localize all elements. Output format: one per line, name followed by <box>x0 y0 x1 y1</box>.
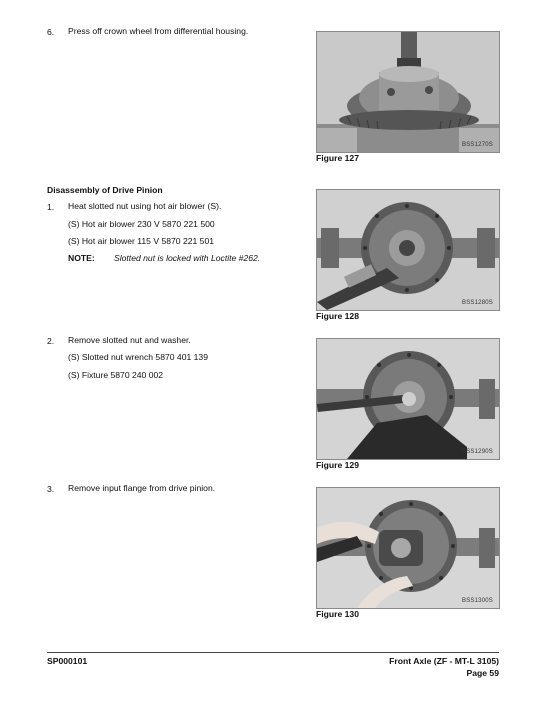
crown-wheel-press-image <box>317 32 499 152</box>
footer-page-number: Page 59 <box>466 668 499 678</box>
axle-housing-heating-image <box>317 190 499 310</box>
step-2-tool-fixture: (S) Fixture 5870 240 002 <box>68 370 164 380</box>
step-3-text: Remove input flange from drive pinion. <box>68 483 216 493</box>
figure-127-photo <box>316 31 500 153</box>
step-1-text: Heat slotted nut using hot air blower (S). <box>68 201 222 211</box>
step-2-number: 2. <box>47 336 55 346</box>
step-1-tool-230v: (S) Hot air blower 230 V 5870 221 500 <box>68 219 215 229</box>
step-6-number: 6. <box>47 27 55 37</box>
slotted-nut-removal-image <box>317 339 499 459</box>
figure-130-caption: Figure 130 <box>316 609 359 619</box>
figure-129-photo <box>316 338 500 460</box>
figure-130-photo <box>316 487 500 609</box>
figure-129-code: BSS1290S <box>462 449 493 455</box>
figure-129-caption: Figure 129 <box>316 460 359 470</box>
footer-rule <box>47 652 499 653</box>
note-text: Slotted nut is locked with Loctite #262. <box>114 253 261 263</box>
step-3-number: 3. <box>47 484 55 494</box>
step-2-text: Remove slotted nut and washer. <box>68 335 191 345</box>
figure-127-code: BSS1270S <box>462 142 493 148</box>
footer-title: Front Axle (ZF - MT-L 3105) <box>389 656 499 666</box>
step-2-tool-wrench: (S) Slotted nut wrench 5870 401 139 <box>68 352 208 362</box>
section-title: Disassembly of Drive Pinion <box>47 185 163 195</box>
note-label: NOTE: <box>68 253 95 263</box>
footer-doc-id: SP000101 <box>47 656 88 666</box>
figure-127-caption: Figure 127 <box>316 153 359 163</box>
figure-128-photo <box>316 189 500 311</box>
step-1-number: 1. <box>47 202 55 212</box>
input-flange-removal-image <box>317 488 499 608</box>
step-6-text: Press off crown wheel from differential housing. <box>68 26 249 36</box>
figure-128-caption: Figure 128 <box>316 311 359 321</box>
step-1-tool-115v: (S) Hot air blower 115 V 5870 221 501 <box>68 236 215 246</box>
figure-130-code: BSS1300S <box>462 598 493 604</box>
figure-128-code: BSS1280S <box>462 300 493 306</box>
